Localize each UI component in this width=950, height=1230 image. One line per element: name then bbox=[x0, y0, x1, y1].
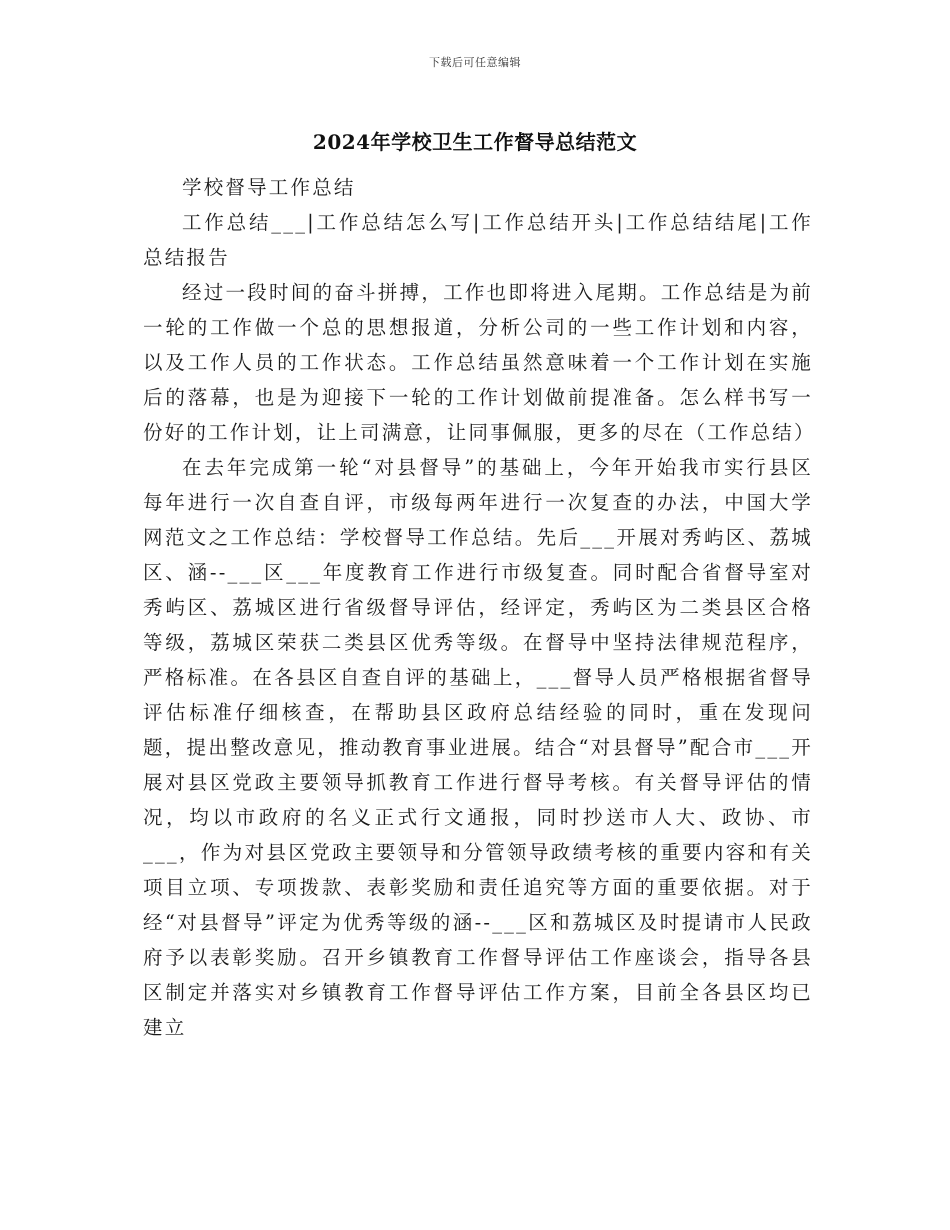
paragraph-subtitle: 学校督导工作总结 bbox=[182, 176, 356, 199]
paragraph-intro: 经过一段时间的奋斗拼搏，工作也即将进入尾期。工作总结是为前一轮的工作做一个总的思想报道，分析公司的一些工作计划和内容，以及工作人员的工作状态。工作总结虽然意味着一个工作计划在实施后的落幕，也是为迎接下一轮的工作计划做前提准备。怎么样书写一份好的工作计划，让上司满意，让同事佩服，更多的尽在（工作总结） bbox=[143, 281, 816, 444]
paragraph-main: 在去年完成第一轮“对县督导”的基础上，今年开始我市实行县区每年进行一次自查自评，市级每两年进行一次复查的办法，中国大学网范文之工作总结：学校督导工作总结。先后___开展对秀屿区、荔城区、涵--___区___年度教育工作进行市级复查。同时配合省督导室对秀屿区、荔城区进行省级督导评估，经评定，秀屿区为二类县区合格等级，荔城区荣获二类县区优秀等级。在督导中坚持法律规范程序，严格标准。在各县区自查自评的基础上，___督导人员严格根据省督导评估标准仔细核查，在帮助县区政府总结经验的同时，重在发现问题，提出整改意见，推动教育事业进展。结合“对县督导”配合市___开展对县区党政主要领导抓教育工作进行督导考核。有关督导评估的情况，均以市政府的名义正式行文通报，同时抄送市人大、政协、市___，作为对县区党政主要领导和分管领导政绩考核的重要内容和有关项目立项、专项拨款、表彰奖励和责任追究等方面的重要依据。对于经“对县督导”评定为优秀等级的涵--___区和荔城区及时提请市人民政府予以表彰奖励。召开乡镇教育工作督导评估工作座谈会，指导各县区制定并落实对乡镇教育工作督导评估工作方案，目前全各县区均已建立 bbox=[143, 456, 813, 1039]
document-body bbox=[143, 170, 816, 1045]
document-title: 2024年学校卫生工作督导总结范文 bbox=[312, 130, 638, 154]
paragraph-keywords: 工作总结___|工作总结怎么写|工作总结开头|工作总结结尾|工作总结报告 bbox=[143, 211, 813, 269]
page-header-note: 下载后可任意编辑 bbox=[429, 56, 521, 69]
